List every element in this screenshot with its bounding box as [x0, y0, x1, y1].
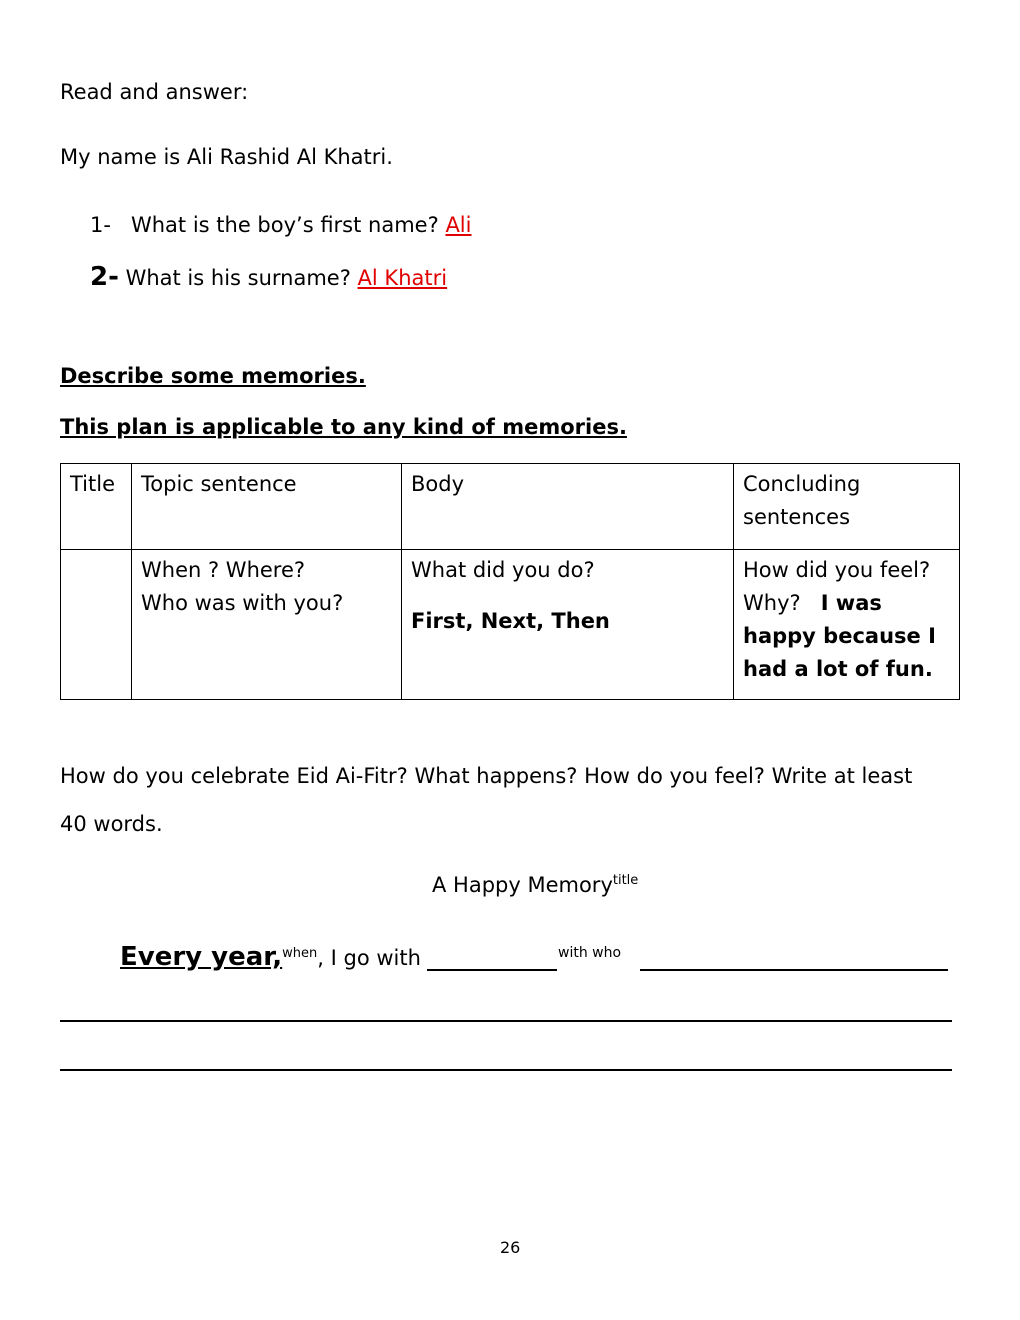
blank-line[interactable]: [427, 969, 557, 971]
answer: Ali: [445, 213, 472, 237]
topic-line: When ? Where?: [141, 558, 306, 582]
plan-table: [60, 463, 960, 700]
concl-line: Why?: [743, 591, 801, 615]
heading-memories: Describe some memories.: [60, 364, 366, 388]
who-note: with who: [558, 945, 622, 961]
essay-title: [432, 873, 638, 897]
question-text: What is the boy’s first name?: [130, 213, 439, 237]
cell-topic: [132, 550, 402, 700]
concl-line: I was happy because I had a lot of fun.: [743, 591, 936, 681]
table-header-row: [61, 464, 960, 550]
title-note: title: [612, 873, 639, 888]
question-2: [90, 262, 447, 292]
question-number: 1-: [90, 213, 111, 237]
when-note: when: [282, 946, 318, 961]
table-row: [61, 550, 960, 700]
heading-plan: This plan is applicable to any kind of memories.: [60, 415, 627, 439]
blank-line[interactable]: [640, 969, 948, 971]
essay-start: Every year,: [120, 942, 283, 972]
question-text: What is his surname?: [125, 266, 351, 290]
header-concluding: Concluding sentences: [734, 464, 960, 550]
cell-title: [61, 550, 132, 700]
essay-first-line: [120, 942, 421, 972]
cell-body: [402, 550, 734, 700]
blank-line[interactable]: [60, 1069, 952, 1071]
question-1: [90, 213, 471, 237]
writing-prompt: How do you celebrate Eid Ai-Fitr? What happens? How do you feel? Write at least 40 words.: [60, 764, 913, 836]
concl-line: How did you feel?: [743, 558, 931, 582]
header-topic: Topic sentence: [132, 464, 402, 550]
body-line: First, Next, Then: [411, 609, 610, 633]
page-number: 26: [500, 1238, 521, 1257]
blank-line[interactable]: [60, 1020, 952, 1022]
intro-text: Read and answer:: [60, 80, 249, 104]
essay-title-text: A Happy Memory: [432, 873, 613, 897]
essay-mid: , I go with: [317, 946, 421, 970]
statement: My name is Ali Rashid Al Khatri.: [60, 145, 393, 169]
header-title: Title: [61, 464, 132, 550]
topic-line: Who was with you?: [141, 591, 344, 615]
question-number: 2-: [90, 262, 119, 292]
body-line: What did you do?: [411, 558, 595, 582]
answer: Al Khatri: [357, 266, 448, 290]
cell-concluding: [734, 550, 960, 700]
header-body: Body: [402, 464, 734, 550]
